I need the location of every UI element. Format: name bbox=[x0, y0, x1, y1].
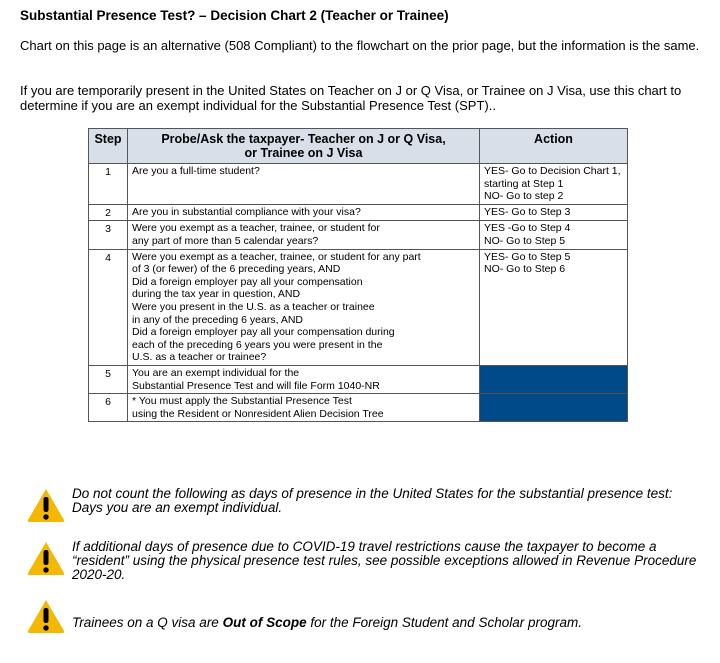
step-number: 2 bbox=[89, 204, 128, 221]
probe-question bbox=[128, 204, 480, 221]
table-row bbox=[89, 221, 628, 249]
action-line: YES- Go to Decision Chart 1, bbox=[484, 165, 621, 177]
probe-line: Were you present in the U.S. as a teacher or trainee bbox=[132, 300, 375, 313]
page-title: Substantial Presence Test? – Decision Chart 2 (Teacher or Trainee) bbox=[20, 8, 449, 23]
table-row bbox=[89, 365, 628, 393]
probe-line: Are you a full-time student? bbox=[132, 165, 260, 177]
notice-text: If additional days of presence due to COVID-19 travel restrictions cause the taxpayer to become a “resident” using the physical presence test rules, see possible exceptions allowed in Revenue Procedure 2020-20. bbox=[72, 539, 697, 582]
probe-line: * You must apply the Substantial Presence Test bbox=[132, 395, 352, 408]
action-cell bbox=[480, 204, 628, 221]
warning-icon bbox=[26, 540, 66, 576]
notice-text: Do not count the following as days of presence in the United States for the substantial presence test: Days you are an exempt individual. bbox=[72, 486, 673, 515]
probe-line: U.S. as a teacher or trainee? bbox=[132, 351, 267, 364]
probe-line: Did a foreign employer pay all your compensation during bbox=[132, 326, 395, 339]
table-body bbox=[89, 164, 628, 422]
action-line: YES- Go to Step 3 bbox=[484, 205, 571, 218]
action-line: NO- Go to Step 5 bbox=[484, 234, 566, 247]
probe-question bbox=[128, 164, 480, 205]
header-probe-line2: or Trainee on J Visa bbox=[244, 146, 363, 160]
probe-question bbox=[128, 365, 480, 393]
action-line: YES -Go to Step 4 bbox=[484, 222, 571, 235]
notice-text bbox=[72, 616, 704, 630]
probe-line: each of the preceding 6 years you were present in the bbox=[132, 338, 383, 351]
notice-text-after: for the Foreign Student and Scholar program. bbox=[306, 615, 582, 630]
notice-text-bold: Out of Scope bbox=[222, 615, 307, 630]
table-row bbox=[89, 204, 628, 221]
action-line: YES- Go to Step 5 bbox=[484, 250, 571, 263]
warning-icon bbox=[26, 487, 66, 523]
probe-line: any part of more than 5 calendar years? bbox=[132, 234, 319, 247]
header-action: Action bbox=[480, 129, 628, 164]
probe-line: You are an exempt individual for the bbox=[132, 366, 300, 379]
action-line: starting at Step 1 bbox=[484, 177, 564, 190]
probe-line: Were you exempt as a teacher, trainee, or student for bbox=[132, 222, 380, 235]
action-cell bbox=[480, 221, 628, 249]
probe-question bbox=[128, 249, 480, 365]
table-row bbox=[89, 249, 628, 365]
table-row bbox=[89, 164, 628, 205]
probe-question bbox=[128, 221, 480, 249]
probe-line: in any of the preceding 6 years, AND bbox=[132, 313, 304, 326]
probe-line: Are you in substantial compliance with your visa? bbox=[132, 205, 361, 218]
action-line: NO- Go to step 2 bbox=[484, 190, 564, 203]
step-number: 3 bbox=[89, 221, 128, 249]
header-step: Step bbox=[89, 129, 128, 164]
decision-chart-table bbox=[88, 128, 628, 422]
action-line: NO- Go to Step 6 bbox=[484, 263, 566, 276]
probe-line: Were you exempt as a teacher, trainee, or student for any part bbox=[132, 250, 421, 263]
probe-line: of 3 (or fewer) of the 6 preceding years, AND bbox=[132, 263, 341, 276]
probe-question bbox=[128, 394, 480, 422]
step-number: 1 bbox=[89, 164, 128, 205]
warning-icon bbox=[26, 598, 66, 634]
action-filled-cell bbox=[480, 394, 628, 422]
probe-line: Substantial Presence Test and will file Form 1040-NR bbox=[132, 379, 380, 392]
probe-line: during the tax year in question, AND bbox=[132, 288, 301, 301]
header-probe-line1: Probe/Ask the taxpayer- Teacher on J or Q Visa, bbox=[161, 132, 446, 146]
action-filled-cell bbox=[480, 365, 628, 393]
intro-paragraph-usage: If you are temporarily present in the United States on Teacher on J or Q Visa, or Trainee on J Visa, use this chart to determine if you are an exempt individual for the Substantial Presence Test (SPT).. bbox=[20, 83, 682, 113]
action-cell bbox=[480, 164, 628, 205]
table-header-row bbox=[89, 129, 628, 164]
probe-line: using the Resident or Nonresident Alien Decision Tree bbox=[132, 407, 384, 420]
step-number: 6 bbox=[89, 394, 128, 422]
table-row bbox=[89, 394, 628, 422]
intro-paragraph-508: Chart on this page is an alternative (508 Compliant) to the flowchart on the prior page, but the information is the same. bbox=[20, 38, 700, 53]
step-number: 5 bbox=[89, 365, 128, 393]
action-cell bbox=[480, 249, 628, 365]
header-probe bbox=[128, 129, 480, 164]
notice-text-before: Trainees on a Q visa are bbox=[72, 615, 223, 630]
step-number: 4 bbox=[89, 249, 128, 365]
probe-line: Did a foreign employer pay all your compensation bbox=[132, 275, 363, 288]
